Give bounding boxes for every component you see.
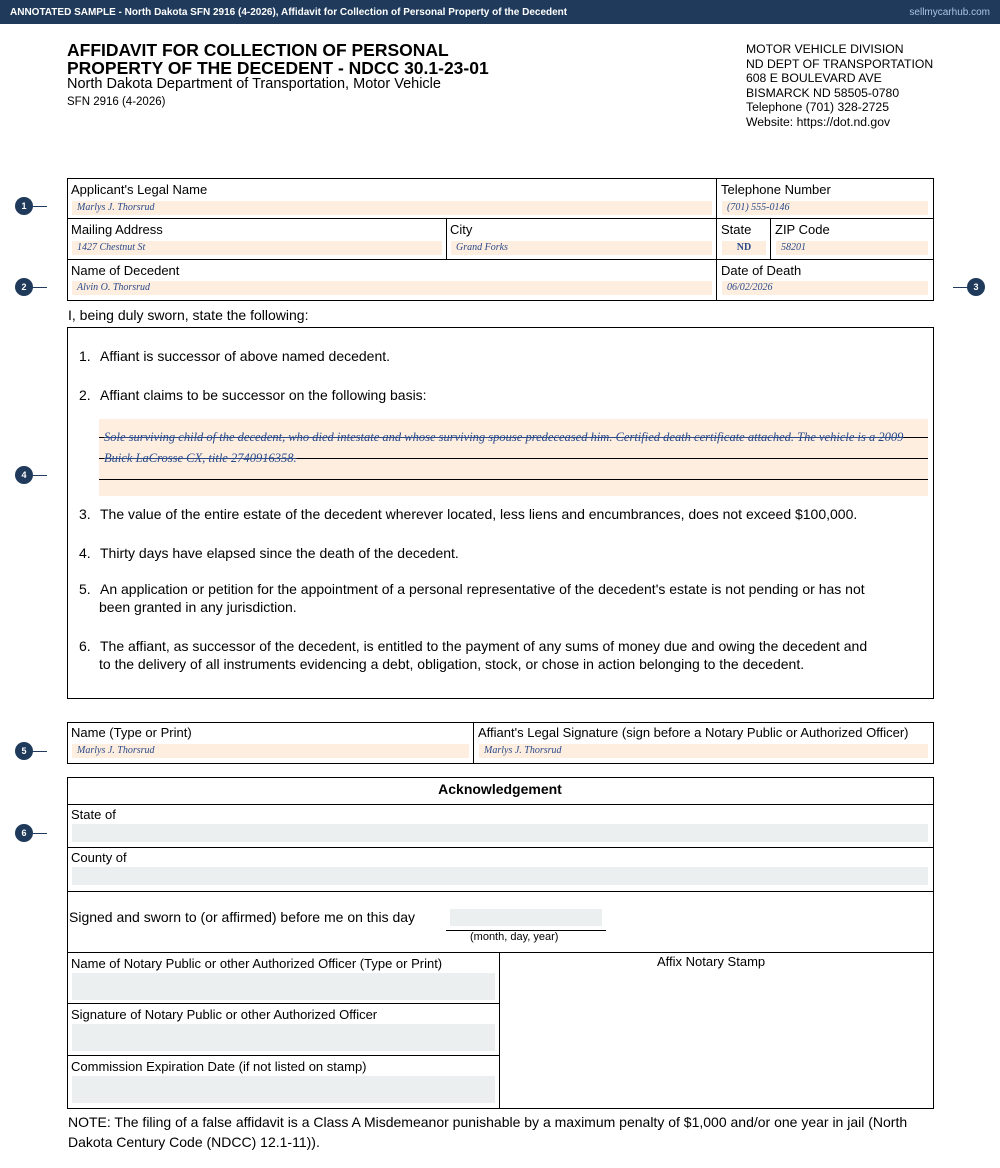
banner-site[interactable]: sellmycarhub.com (909, 6, 990, 18)
county-of-field[interactable] (72, 867, 928, 885)
date-of-death-field[interactable]: 06/02/2026 (722, 281, 928, 295)
divider (67, 891, 934, 892)
annotation-banner (0, 0, 1000, 24)
item-text-continued: been granted in any jurisdiction. (99, 599, 297, 615)
agency-line: 608 E BOULEVARD AVE (746, 71, 882, 86)
zip-label: ZIP Code (775, 222, 830, 237)
zip-field[interactable]: 58201 (776, 241, 928, 255)
notary-stamp-label: Affix Notary Stamp (657, 954, 766, 969)
item-text: An application or petition for the appointment of a personal representative of the decedent's estate is not pending or has not (100, 581, 865, 597)
agency-line: Website: https://dot.nd.gov (746, 114, 891, 129)
item-number: 3. (79, 506, 91, 522)
notary-name-label: Name of Notary Public or other Authorized Officer (Type or Print) (71, 956, 443, 971)
legal-note: NOTE: The filing of a false affidavit is a Class A Misdemeanor punishable by a maximum penalty of $1,000 and/or one year in jail (North Dakota Century Code (NDCC) 12.1-11)). (68, 1114, 908, 1150)
county-of-label: County of (71, 850, 127, 865)
basis-rule (99, 479, 928, 480)
item-number: 1. (79, 348, 91, 364)
state-of-field[interactable] (72, 824, 928, 842)
divider (67, 1003, 500, 1004)
form-title-line-1: AFFIDAVIT FOR COLLECTION OF PERSONAL (67, 40, 449, 60)
item-number: 4. (79, 545, 91, 561)
annotation-marker-3: 3 (967, 278, 985, 296)
notary-name-field[interactable] (72, 973, 495, 1000)
sworn-date-label: Signed and sworn to (or affirmed) before me on this day (69, 909, 416, 925)
agency-line: Telephone (701) 328-2725 (746, 100, 889, 115)
item-text: Affiant claims to be successor on the following basis: (100, 387, 427, 403)
form-subtitle: North Dakota Department of Transportation, Motor Vehicle (67, 76, 441, 92)
statement-item-6 (79, 637, 867, 673)
divider (499, 952, 500, 1109)
item-number: 2. (79, 387, 91, 403)
annotation-marker-4: 4 (15, 466, 33, 484)
marker-connector (33, 287, 47, 288)
item-number: 6. (79, 638, 91, 654)
affiant-signature-field[interactable]: Marlys J. Thorsrud (479, 744, 928, 758)
statement-item-5 (79, 580, 865, 616)
divider (473, 722, 474, 764)
divider (67, 952, 934, 953)
commission-expiration-label: Commission Expiration Date (if not listed on stamp) (71, 1059, 367, 1074)
marker-connector (33, 206, 47, 207)
sworn-date-field[interactable] (450, 909, 602, 926)
statement-item-1 (79, 347, 390, 365)
divider (446, 218, 447, 259)
state-of-label: State of (71, 807, 116, 822)
marker-connector (33, 833, 47, 834)
telephone-field[interactable]: (701) 555-0146 (722, 201, 928, 215)
divider (67, 847, 934, 848)
acknowledgement-title: Acknowledgement (438, 781, 562, 797)
statement-item-4 (79, 544, 459, 562)
telephone-label: Telephone Number (721, 182, 831, 197)
decedent-name-label: Name of Decedent (71, 263, 180, 278)
item-text: Thirty days have elapsed since the death of the decedent. (100, 545, 459, 561)
agency-line: ND DEPT OF TRANSPORTATION (746, 56, 934, 71)
form-number: SFN 2916 (4-2026) (67, 96, 166, 108)
agency-line: BISMARCK ND 58505-0780 (746, 85, 900, 100)
divider (67, 1055, 500, 1056)
divider (67, 804, 934, 805)
marker-connector (33, 475, 47, 476)
item-text-continued: to the delivery of all instruments evidencing a debt, obligation, stock, or chose in action belonging to the decedent. (99, 656, 805, 672)
form-title-line-2: PROPERTY OF THE DECEDENT - NDCC 30.1-23-01 (67, 58, 489, 78)
item-text: Affiant is successor of above named decedent. (100, 348, 391, 364)
agency-line: MOTOR VEHICLE DIVISION (746, 42, 904, 56)
form-title (67, 41, 489, 77)
commission-expiration-field[interactable] (72, 1076, 495, 1103)
mailing-address-field[interactable]: 1427 Chestnut St (72, 241, 442, 255)
notary-signature-label: Signature of Notary Public or other Authorized Officer (71, 1007, 378, 1022)
annotation-marker-6: 6 (15, 824, 33, 842)
successor-basis-text: Sole surviving child of the decedent, who died intestate and whose surviving spouse predeceased him. Certified death certificate attached. The vehicle is a 2009 Buick LaCrosse CX, title 2740916358. (104, 430, 904, 465)
divider (716, 178, 717, 301)
date-of-death-label: Date of Death (721, 263, 802, 278)
statement-item-3 (79, 505, 857, 523)
item-text: The affiant, as successor of the decedent, is entitled to the payment of any sums of money due and owing the decedent and (100, 638, 868, 654)
marker-connector (33, 751, 47, 752)
state-label: State (721, 222, 752, 237)
agency-address (746, 42, 933, 130)
notary-signature-field[interactable] (72, 1024, 495, 1051)
banner-title: ANNOTATED SAMPLE - North Dakota SFN 2916 (4-2026), Affidavit for Collection of Personal Property of the Decedent (10, 6, 568, 18)
item-text: The value of the entire estate of the decedent wherever located, less liens and encumbrances, does not exceed $100,000. (100, 506, 858, 522)
city-field[interactable]: Grand Forks (451, 241, 712, 255)
print-name-field[interactable]: Marlys J. Thorsrud (72, 744, 469, 758)
applicant-name-field[interactable]: Marlys J. Thorsrud (72, 201, 712, 215)
item-number: 5. (79, 581, 91, 597)
city-label: City (450, 222, 473, 237)
annotation-marker-1: 1 (15, 197, 33, 215)
applicant-name-label: Applicant's Legal Name (71, 182, 208, 197)
marker-connector (953, 287, 967, 288)
sworn-intro: I, being duly sworn, state the following: (68, 307, 309, 323)
annotation-marker-5: 5 (15, 742, 33, 760)
print-name-label: Name (Type or Print) (71, 725, 192, 740)
annotation-marker-2: 2 (15, 278, 33, 296)
affiant-signature-label: Affiant's Legal Signature (sign before a Notary Public or Authorized Officer) (478, 725, 909, 740)
divider (67, 218, 934, 219)
date-format-hint: (month, day, year) (470, 931, 559, 943)
mailing-address-label: Mailing Address (71, 222, 163, 237)
state-field[interactable]: ND (722, 241, 766, 255)
statement-item-2 (79, 386, 427, 404)
decedent-name-field[interactable]: Alvin O. Thorsrud (72, 281, 712, 295)
divider (67, 259, 934, 260)
divider (770, 218, 771, 259)
